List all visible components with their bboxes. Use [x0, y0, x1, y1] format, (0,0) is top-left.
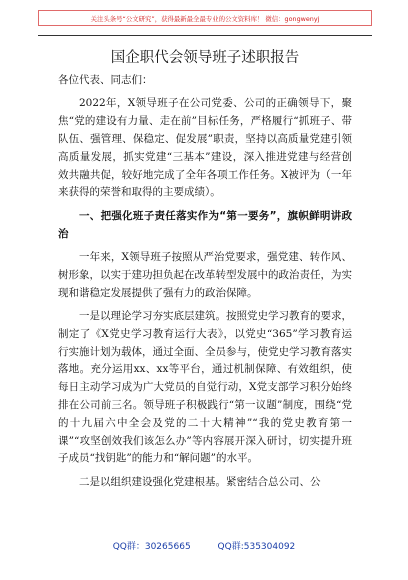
paragraph-theory-study: 一是以理论学习夯实底层建筑。按照党史学习教育的要求，制定了《X党史学习教育运行大表》，以党史“365”学习教育运行实施计划为载体，通过全面、全员参与，使党史学习教育落实落地。充分运用xx、xx等平台，通过机制保障、有效组织，使每日主动学习成为广大党员的自觉行动，X党支部学习积分始终排在公司前三名。领导班子积极践行“第一议题”制度，围绕“党的十九届六中全会及党的二十大精神”“我的党史教育第一课”“攻坚创效我们该怎么办”等内容展开深入研讨，切实提升班子成员“找钥匙”的能力和“解问题”的水平。	[58, 309, 352, 465]
section-heading-1: 一、把强化班子责任落实作为“第一要务”，旗帜鲜明讲政治	[58, 209, 352, 240]
footer-contact	[0, 540, 408, 554]
header-divider	[38, 35, 372, 36]
document-title: 国企职代会领导班子述职报告	[110, 50, 300, 66]
salutation: 各位代表、同志们：	[58, 74, 153, 86]
footer-qq-group-1: QQ群：30265665	[112, 542, 191, 552]
header-promo-note: 关注头条号“公文研究”，获得最新最全最专业的公文资料库！ 微信：gongwenyj	[38, 10, 372, 26]
footer-qq-group-2: QQ群:535304092	[217, 542, 296, 552]
paragraph-intro: 2022年，X领导班子在公司党委、公司的正确领导下，聚焦“党的建设有力量、走在前”目标任务，严格履行“抓班子、带队伍、强管理、保稳定、促发展”职责，坚持以高质量党建引领高质量发展，抓实党建“三基本”建设，深入推进党建与经营创效共融共促，较好地完成了全年各项工作任务。X被评为（一年来获得的荣誉和取得的主要成绩）。	[58, 97, 352, 199]
paragraph-organization-building: 二是以组织建设强化党建根基。紧密结合总公司、公	[79, 475, 321, 488]
document-body	[58, 72, 352, 497]
paragraph-overview: 一年来，X领导班子按照从严治党要求，强党建、转作风、树形象，以实于建功担负起在改革转型发展中的政治责任，为实现和谐稳定发展提供了强有力的政治保障。	[58, 250, 352, 299]
